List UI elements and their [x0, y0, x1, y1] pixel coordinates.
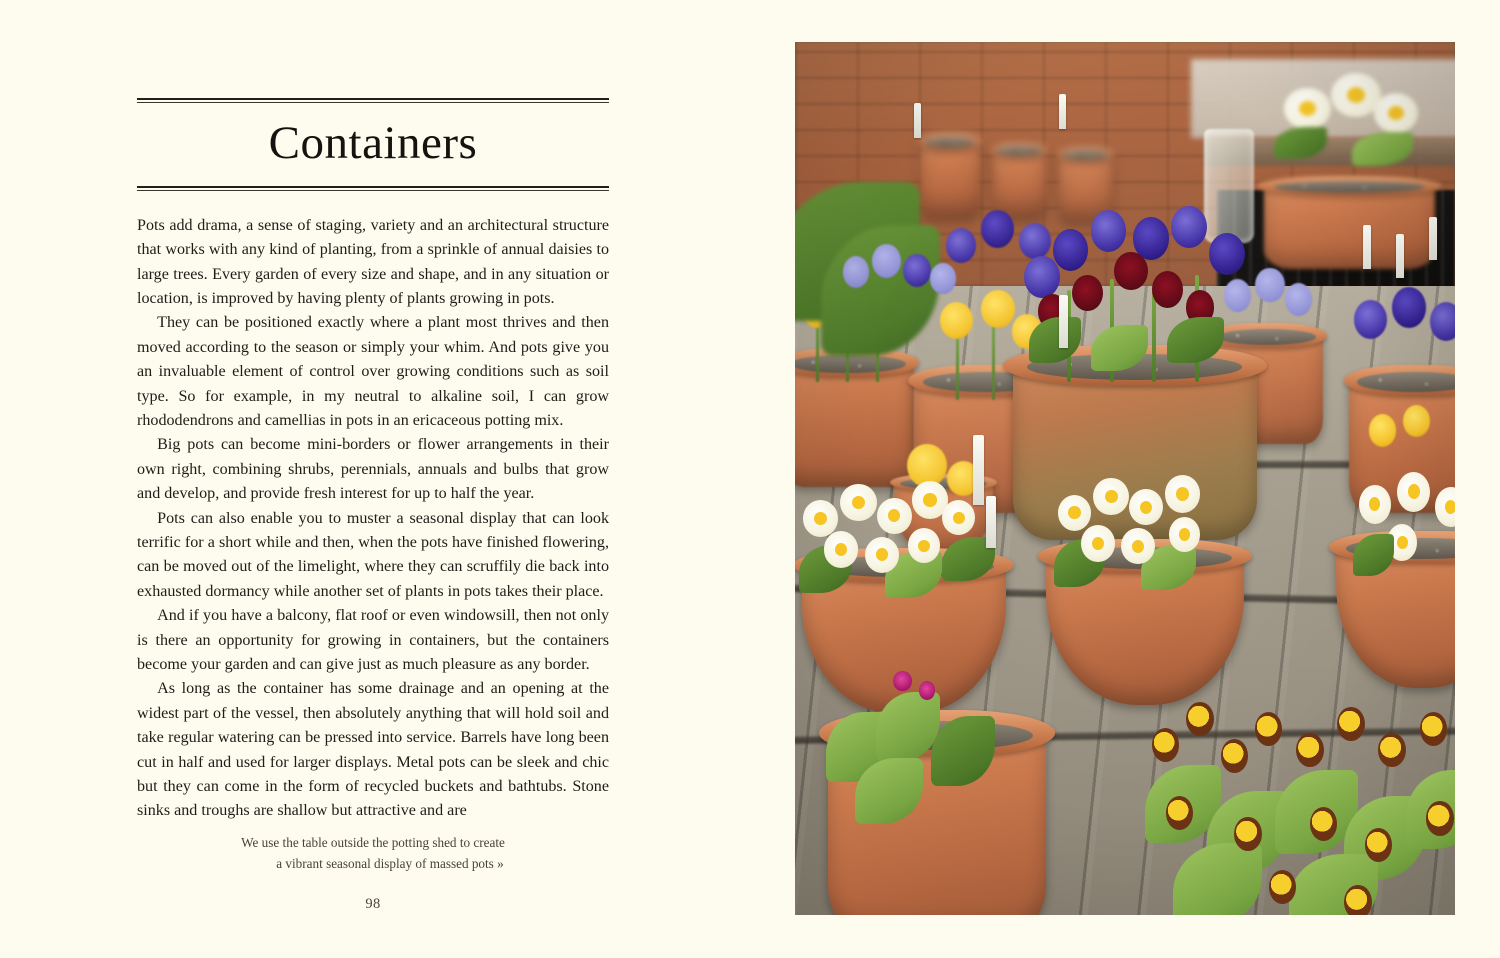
auricula-bloom: [1234, 817, 1261, 851]
iris-bloom: [1354, 300, 1387, 339]
primrose-bloom: [1121, 528, 1155, 564]
primrose-bloom: [1359, 485, 1391, 524]
paragraph: And if you have a balcony, flat roof or even windowsill, then not only is there an opportunity for growing in containers, but the containers become your garden and can give just as much pleasure as any border.: [137, 607, 609, 673]
leaf: [1029, 317, 1081, 363]
rule-thick-line: [137, 98, 609, 100]
iris-bloom: [1091, 210, 1127, 252]
white-primrose-cluster-left: [795, 470, 1000, 610]
auricula-bloom: [1255, 712, 1282, 746]
leaf: [1352, 132, 1413, 166]
auricula-bloom: [1152, 728, 1179, 762]
photo-caption: [137, 832, 609, 874]
auricula-bloom: [1426, 801, 1453, 835]
leaf: [1353, 534, 1394, 576]
plant-label: [1396, 234, 1404, 278]
burgundy-pansy-bloom: [1072, 275, 1103, 311]
primrose-bloom: [1129, 489, 1163, 525]
primrose-bloom: [1093, 478, 1129, 516]
primrose-bloom: [942, 500, 975, 535]
auricula-cluster: [1138, 671, 1455, 915]
text-column: [137, 98, 609, 824]
primrose-bloom: [1165, 475, 1201, 513]
iris-bloom: [872, 244, 901, 278]
crocus-bloom: [1403, 405, 1430, 438]
container-garden-photograph: [795, 42, 1455, 915]
white-primrose-cluster-centre: [1046, 461, 1244, 601]
auricula-bloom: [1296, 733, 1323, 767]
body-copy: [137, 214, 609, 824]
auricula-bloom: [1420, 712, 1447, 746]
rule-thin-line: [137, 102, 609, 103]
burgundy-pansy-bloom: [1152, 271, 1183, 307]
iris-bloom: [981, 210, 1014, 248]
primrose-bloom: [803, 500, 838, 536]
leaf: [1274, 127, 1327, 159]
right-page: [750, 0, 1500, 958]
plant-label: [986, 496, 995, 548]
crocus-bloom: [1369, 414, 1396, 447]
front-foliage-clump: [821, 653, 1032, 828]
rule-thick-line: [137, 186, 609, 188]
leaf: [931, 716, 994, 786]
auricula-bloom: [1337, 707, 1364, 741]
auricula-bloom: [1166, 796, 1193, 830]
primrose-bloom: [1435, 487, 1455, 526]
primrose-bloom: [1169, 517, 1201, 552]
primrose-bloom: [865, 537, 900, 573]
paragraph: Pots can also enable you to muster a seasonal display that can look terrific for a short while and then, when the pots have finished flowering, can be moved out of the limelight, where they can scruffily die back into exhausted dormancy while another set of plants in pots takes their place.: [137, 509, 609, 600]
plant-label: [1363, 225, 1371, 269]
iris-bloom: [903, 254, 931, 287]
paragraph: As long as the container has some drainage and an opening at the widest part of the vessel, then absolutely anything that will hold soil and take regular watering can be pressed into service. Barrels have long been cut in half and used for larger displays. Metal pots can be sleek and chic but they can come in the form of recycled buckets and bathtubs. Stone sinks and troughs are shallow but attractive and are: [137, 680, 609, 820]
rule-thin-line: [137, 190, 609, 191]
iris-bloom: [1053, 229, 1089, 271]
plant-label: [1429, 217, 1437, 261]
paragraph: They can be positioned exactly where a plant most thrives and then moved according to the season or simply your whim. And pots give you an invaluable element of control over growing conditions such as soil type. So for example, in my neutral to alkaline soil, I can grow rhododendrons and camellias in pots in an ericaceous potting mix.: [137, 314, 609, 429]
iris-bloom: [1392, 287, 1426, 327]
auricula-bloom: [1221, 739, 1248, 773]
white-bloom: [1374, 93, 1419, 133]
primrose-bloom: [1397, 472, 1430, 513]
iris-bloom: [1024, 256, 1060, 298]
iris-bloom: [1430, 302, 1455, 341]
pink-primula-bloom: [893, 671, 912, 692]
hellebore-pot: [1264, 182, 1436, 269]
iris-bloom: [946, 228, 976, 263]
primrose-bloom: [824, 531, 859, 567]
white-primrose-cluster-right: [1349, 461, 1455, 592]
auricula-bloom: [1344, 885, 1371, 915]
white-hellebore-cluster: [1270, 68, 1448, 190]
plant-label: [914, 103, 921, 138]
leaf: [1173, 843, 1262, 915]
paragraph: Pots add drama, a sense of staging, variety and an architectural structure that works with any kind of planting, from a sprinkle of annual daisies to large trees. Every garden of every size and shape, and in any situation or location, is improved by having plenty of plants growing in pots.: [137, 216, 609, 307]
burgundy-pansy-bloom: [1114, 252, 1147, 290]
auricula-bloom: [1186, 702, 1213, 736]
plant-label: [1059, 295, 1068, 347]
photo-scene: [795, 42, 1455, 915]
pansy-bloom: [1285, 283, 1312, 316]
caption-line-2: a vibrant seasonal display of massed pots »: [276, 856, 504, 871]
feature-pot-planting: [1019, 190, 1257, 382]
title-rule-bottom: [137, 186, 609, 192]
title-rule-top: [137, 98, 609, 104]
primrose-bloom: [1058, 495, 1092, 531]
iris-bloom: [843, 256, 869, 288]
paragraph: Big pots can become mini-borders or flower arrangements in their own right, combining shrubs, perennials, annuals and bulbs that grow and develop, and provide fresh interest for up to half the year.: [137, 436, 609, 503]
auricula-bloom: [1310, 807, 1337, 841]
auricula-bloom: [1269, 870, 1296, 904]
leaf: [1091, 325, 1148, 371]
iris-bloom: [1171, 206, 1207, 248]
white-bloom: [1284, 88, 1330, 130]
auricula-bloom: [1378, 733, 1405, 767]
primrose-bloom: [877, 498, 912, 534]
page-number: 98: [365, 896, 381, 912]
caption-line-1: We use the table outside the potting shed to create: [241, 835, 505, 850]
page-title: Containers: [268, 117, 478, 169]
iris-cluster-right: [1349, 278, 1455, 400]
primrose-bloom: [840, 484, 877, 522]
primrose-bloom: [1081, 525, 1115, 561]
iris-bloom: [1209, 233, 1245, 275]
auricula-bloom: [1365, 828, 1392, 862]
leaf: [1167, 317, 1224, 363]
leaf: [876, 692, 939, 762]
plant-label: [1059, 94, 1066, 129]
pansy-bloom: [1255, 268, 1285, 303]
